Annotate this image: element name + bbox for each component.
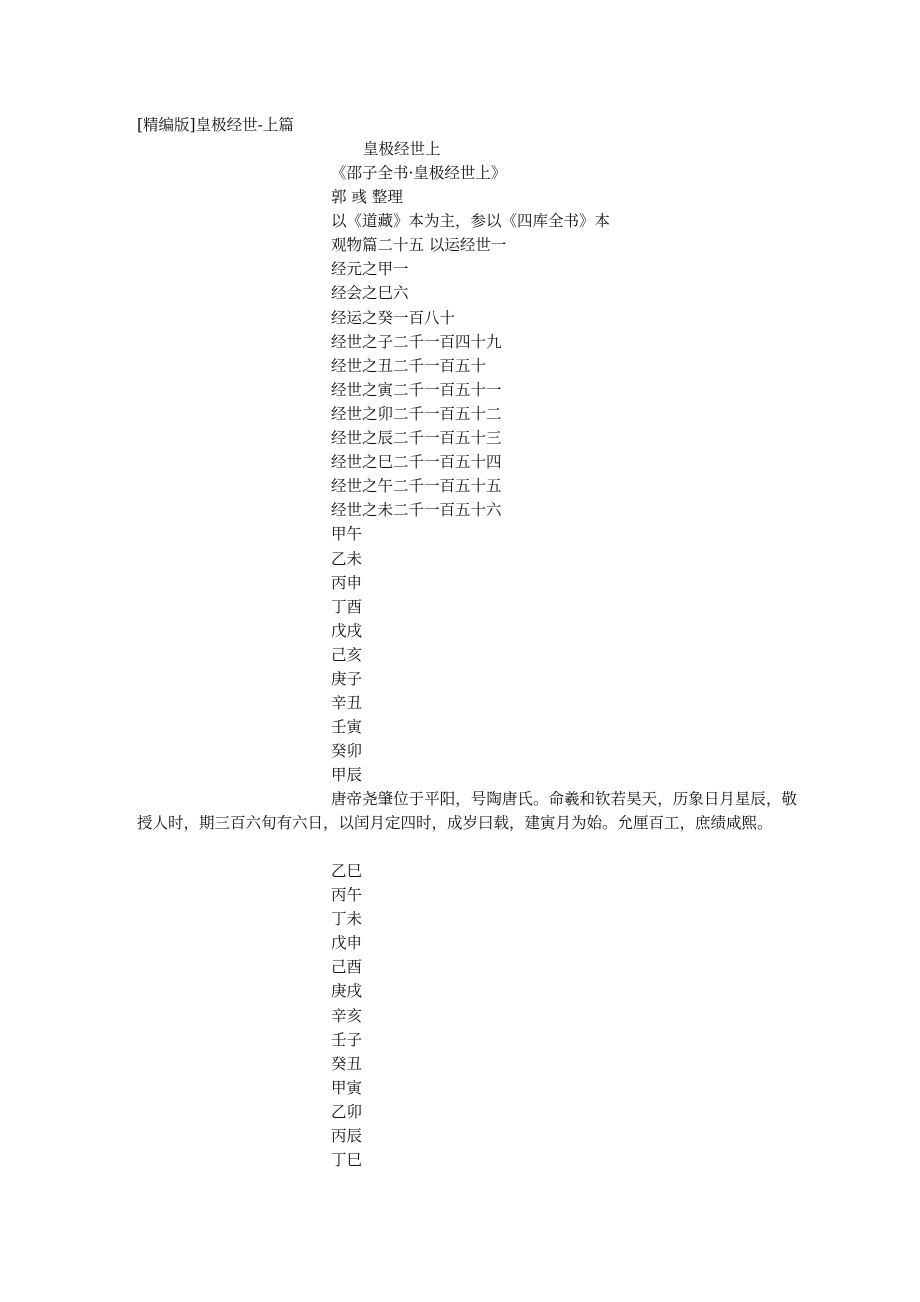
- text-line: 《邵子全书·皇极经世上》: [331, 164, 507, 182]
- text-line: 经运之癸一百八十: [331, 308, 456, 327]
- text-line: 戊戌: [331, 621, 363, 640]
- document-header-title: [精编版]皇极经世-上篇: [137, 116, 294, 134]
- text-line: 经世之午二千一百五十五: [331, 477, 502, 496]
- text-line: 经世之辰二千一百五十三: [331, 429, 502, 448]
- text-line: 癸丑: [331, 1054, 363, 1073]
- text-line: 辛亥: [331, 1006, 363, 1025]
- text-line: 经世之巳二千一百五十四: [331, 453, 502, 472]
- text-line: 辛丑: [331, 694, 363, 713]
- text-line: 戊申: [331, 934, 363, 953]
- text-line: 己亥: [331, 645, 363, 664]
- text-line: 乙未: [331, 549, 363, 568]
- text-line: 经世之寅二千一百五十一: [331, 380, 502, 399]
- text-line: 经世之丑二千一百五十: [331, 356, 487, 375]
- text-line: 以《道藏》本为主，参以《四库全书》本: [331, 212, 611, 231]
- body-paragraph: 唐帝尧肇位于平阳，号陶唐氏。命羲和钦若昊天，历象日月星辰，敬授人时，期三百六旬有六日，以闰月定四时，成岁曰载，建寅月为始。允厘百工，庶绩咸熙。: [137, 790, 797, 832]
- text-line: 观物篇二十五 以运经世一: [331, 236, 507, 255]
- text-line: 庚戌: [331, 982, 363, 1001]
- text-line: 丙午: [331, 886, 363, 905]
- text-line: 丁酉: [331, 597, 363, 616]
- text-line: 壬寅: [331, 718, 363, 737]
- text-line: 郭 彧 整理: [331, 188, 403, 207]
- text-line: 乙卯: [331, 1102, 363, 1121]
- text-line: 丙申: [331, 573, 363, 592]
- text-line: 乙巳: [331, 862, 363, 880]
- text-line: 经会之巳六: [331, 284, 409, 303]
- text-line: 甲辰: [331, 766, 363, 785]
- text-line: 甲寅: [331, 1078, 363, 1097]
- text-line: 丙辰: [331, 1127, 363, 1146]
- text-line: 壬子: [331, 1030, 363, 1049]
- text-line: 癸卯: [331, 742, 363, 761]
- text-block-before: [331, 161, 610, 787]
- text-line: 丁未: [331, 910, 363, 929]
- book-title: 皇极经世上: [363, 140, 441, 158]
- text-line: 经世之未二千一百五十六: [331, 501, 502, 520]
- text-line: 庚子: [331, 669, 363, 688]
- text-block-after: [331, 859, 362, 1172]
- text-line: 经世之子二千一百四十九: [331, 332, 502, 351]
- text-line: 丁巳: [331, 1151, 363, 1170]
- text-line: 经世之卯二千一百五十二: [331, 404, 502, 423]
- text-line: 甲午: [331, 525, 363, 544]
- text-line: 己酉: [331, 958, 363, 977]
- text-line: 经元之甲一: [331, 260, 409, 279]
